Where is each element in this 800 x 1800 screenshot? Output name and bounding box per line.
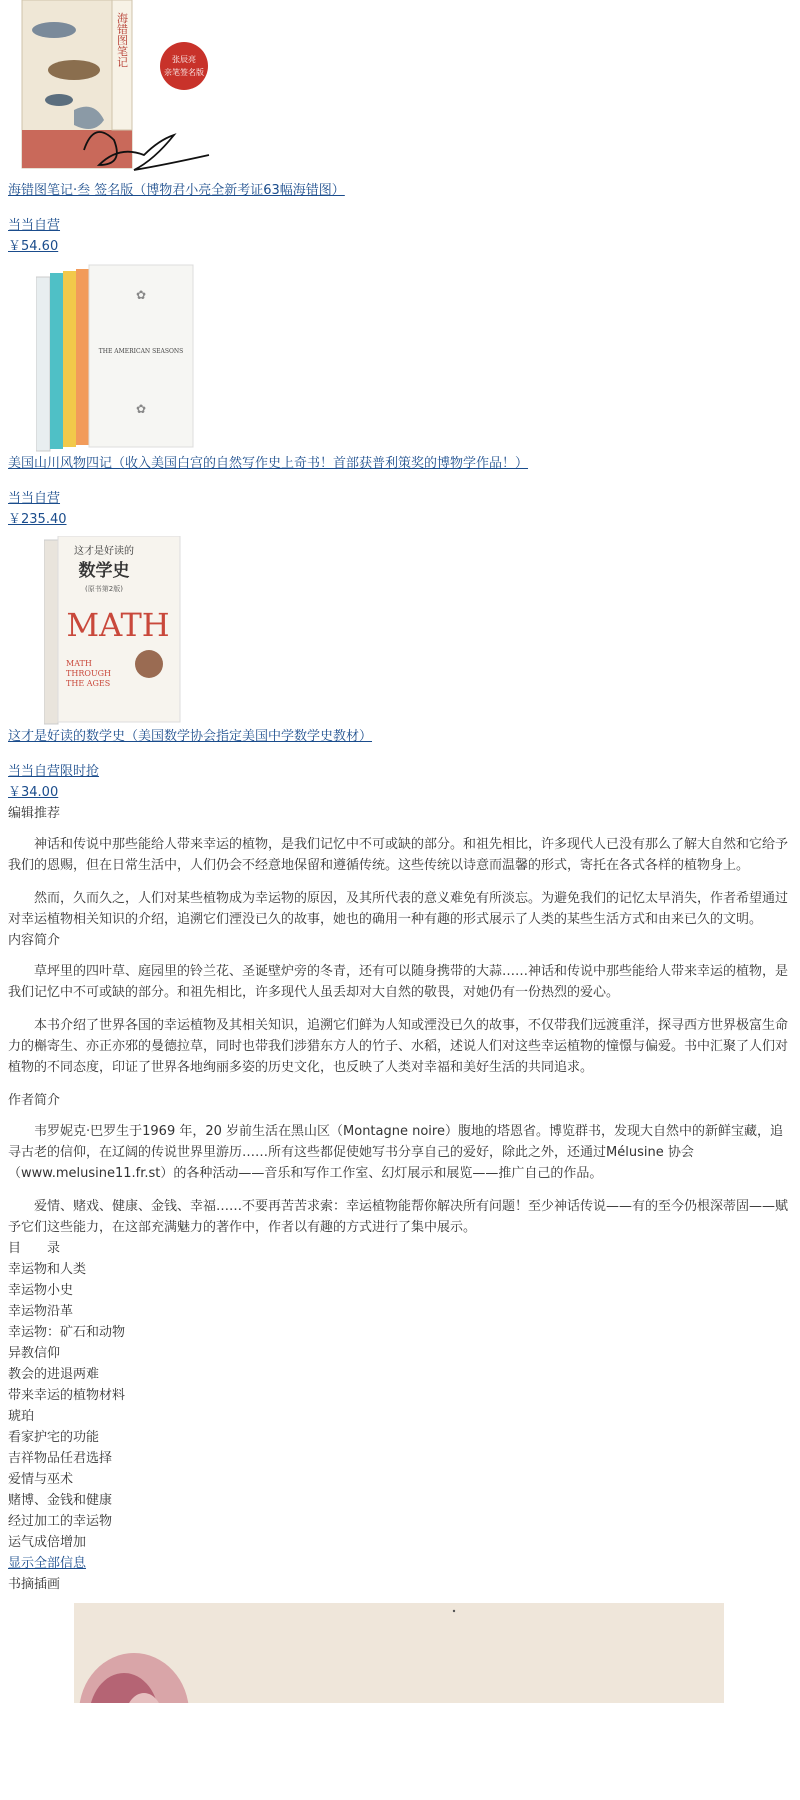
toc-item: 幸运物：矿石和动物 [8, 1325, 126, 1340]
book-price-1[interactable]: ￥54.60 [8, 239, 59, 254]
book-cover-2[interactable] [36, 263, 196, 453]
book-item-3 [8, 536, 792, 803]
toc-item: 吉祥物品任君选择 [8, 1451, 113, 1466]
toc-item: 教会的进退两难 [8, 1367, 100, 1382]
content-intro-heading: 内容简介 [8, 933, 61, 948]
cover3-sub-text: (原书第2版) [85, 585, 123, 593]
cover3-small-line2: THROUGH [66, 669, 112, 678]
toc-heading: 目 录 [8, 1241, 61, 1256]
toc-item: 琥珀 [8, 1409, 35, 1424]
author-intro-heading: 作者简介 [8, 1093, 61, 1108]
toc-item: 爱情与巫术 [8, 1472, 74, 1487]
toc-item: 运气成倍增加 [8, 1535, 87, 1550]
svg-text:✿: ✿ [135, 288, 147, 302]
book-title-2[interactable]: 美国山川风物四记（收入美国白宫的自然写作史上奇书！首部获普利策奖的博物学作品！） [8, 456, 529, 471]
book-cover-1[interactable] [14, 0, 214, 180]
cover2-box-title: THE AMERICAN SEASONS [98, 348, 184, 355]
book-cover-3[interactable] [44, 536, 184, 726]
content-intro-section [8, 930, 792, 1078]
toc-item: 异教信仰 [8, 1346, 61, 1361]
toc-item: 幸运物沿革 [8, 1304, 74, 1319]
toc-section [8, 1238, 792, 1574]
cover3-small-line1: MATH [66, 659, 92, 668]
author-intro-paragraph: 韦罗妮克·巴罗生于1969 年，20 岁前生活在黑山区（Montagne noire）腹地的塔恩省。博览群书，发现大自然中的新鲜宝藏，追寻古老的信仰，在辽阔的传说世界里游历……所有这些都促使她写书分享自己的爱好，除此之外，还通过Mélusine 协会（www.melusine11.fr.st）的各种活动——音乐和写作工作室、幻灯展示和展览——推广自己的作品。 [8, 1124, 783, 1181]
cover3-main-text: 数学史 [78, 561, 130, 581]
cover3-top-text: 这才是好读的 [74, 546, 134, 557]
book-shop-2[interactable]: 当当自营 [8, 491, 61, 506]
book-item-2 [8, 263, 792, 530]
book-price-2[interactable]: ￥235.40 [8, 512, 67, 527]
editor-recommend-paragraph: 神话和传说中那些能给人带来幸运的植物，是我们记忆中不可或缺的部分。和祖先相比，许多现代人已没有那么了解大自然和它给予我们的恩赐，但在日常生活中，人们仍会不经意地保留和遵循传统。这些传统以诗意而温馨的形式，寄托在各式各样的植物身上。 [8, 837, 789, 873]
illustration-heading: 书摘插画 [8, 1577, 61, 1592]
svg-text:✿: ✿ [135, 402, 147, 416]
content-intro-paragraph: 草坪里的四叶草、庭园里的铃兰花、圣诞壁炉旁的冬青，还有可以随身携带的大蒜……神话和传说中那些能给人带来幸运的植物，是我们记忆中不可或缺的部分。和祖先相比，许多现代人虽丢却对大自然的敬畏，对她仍有一份热烈的爱心。 [8, 964, 789, 1000]
toc-item: 带来幸运的植物材料 [8, 1388, 126, 1403]
cover3-big-text: MATH [66, 606, 170, 644]
content-intro-paragraph: 本书介绍了世界各国的幸运植物及其相关知识，追溯它们鲜为人知或湮没已久的故事，不仅带我们远渡重洋，探寻西方世界极富生命力的槲寄生、亦正亦邪的曼德拉草，同时也带我们涉猎东方人的竹子、水稻，述说人们对这些幸运植物的憧憬与偏爱。书中汇聚了人们对植物的不同态度，印证了世界各地绚丽多姿的历史文化，也反映了人类对幸福和美好生活的共同追求。 [8, 1018, 789, 1075]
cover1-badge-line2: 亲笔签名版 [164, 68, 204, 77]
editor-recommend-heading: 编辑推荐 [8, 806, 61, 821]
garlic-illustration-icon [74, 1603, 724, 1703]
book-item-1 [8, 0, 792, 257]
editor-recommend-paragraph: 然而，久而久之，人们对某些植物成为幸运物的原因，及其所代表的意义难免有所淡忘。为避免我们的记忆太早消失，作者希望通过对幸运植物相关知识的介绍，追溯它们湮没已久的故事，她也的确用一种有趣的形式展示了人类的某些生活方式和由来已久的文明。 [8, 891, 789, 927]
editor-recommend-section [8, 803, 792, 930]
illustration-section [8, 1574, 792, 1703]
author-intro-section [8, 1090, 792, 1238]
book-title-1[interactable]: 海错图笔记·叁 签名版（博物君小亮全新考证63幅海错图） [8, 183, 345, 198]
book-shop-3[interactable]: 当当自营限时抢 [8, 764, 100, 779]
show-all-info-link[interactable]: 显示全部信息 [8, 1556, 87, 1571]
toc-item: 经过加工的幸运物 [8, 1514, 113, 1529]
toc-item: 看家护宅的功能 [8, 1430, 100, 1445]
cover1-badge-line1: 张辰亮 [172, 55, 196, 64]
toc-item: 赌博、金钱和健康 [8, 1493, 113, 1508]
cover1-spine-text: 海错图笔记 [115, 12, 129, 68]
boxed-set-book-cover-icon [36, 263, 196, 453]
cover3-small-line3: THE AGES [66, 679, 111, 688]
toc-item: 幸运物和人类 [8, 1262, 87, 1277]
book-title-3[interactable]: 这才是好读的数学史（美国数学协会指定美国中学数学史教材） [8, 729, 373, 744]
book-price-3[interactable]: ￥34.00 [8, 785, 59, 800]
toc-item: 幸运物小史 [8, 1283, 74, 1298]
math-book-cover-icon [44, 536, 184, 726]
author-intro-paragraph: 爱情、赌戏、健康、金钱、幸福……不要再苦苦求索：幸运植物能帮你解决所有问题！至少神话传说——有的至今仍根深蒂固——赋予它们这些能力，在这部充满魅力的著作中，作者以有趣的方式进行了集中展示。 [8, 1199, 789, 1235]
seafood-book-cover-icon [14, 0, 214, 180]
book-shop-1[interactable]: 当当自营 [8, 218, 61, 233]
